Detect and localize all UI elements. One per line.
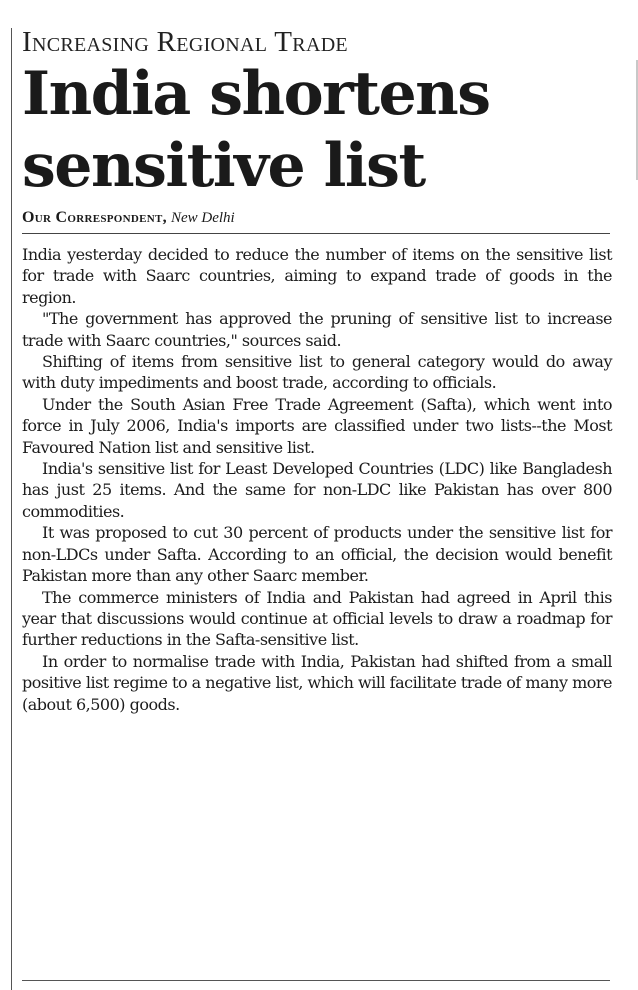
article-paragraph: Under the South Asian Free Trade Agreement (Safta), which went into force in July 2006, India's imports are classified under two lists--the Most Favoured Nation list and sensitive list. [22, 394, 612, 457]
headline-divider [22, 233, 610, 234]
byline-location: New Delhi [170, 210, 235, 226]
article-kicker: Increasing Regional Trade [22, 26, 348, 58]
article-paragraph: In order to normalise trade with India, Pakistan had shifted from a small positive list regime to a negative list, which will facilitate trade of many more (about 6,500) goods. [22, 651, 612, 714]
byline-author: Our Correspondent, [22, 209, 167, 226]
article-byline [22, 208, 612, 228]
article-paragraph: It was proposed to cut 30 percent of products under the sensitive list for non-LDCs under Safta. According to an official, the decision would benefit Pakistan more than any other Saarc member. [22, 523, 612, 586]
article-paragraph: India's sensitive list for Least Developed Countries (LDC) like Bangladesh has just 25 items. And the same for non-LDC like Pakistan has over 800 commodities. [22, 459, 612, 521]
article-body [22, 244, 612, 715]
column-divider [11, 28, 12, 990]
article-paragraph: The commerce ministers of India and Pakistan had agreed in April this year that discussions would continue at official levels to draw a roadmap for further reductions in the Safta-sensitive list. [22, 587, 612, 650]
article-headline: India shortens sensitive list [22, 59, 490, 201]
article-paragraph: Shifting of items from sensitive list to general category would do away with duty impediments and boost trade, according to officials. [22, 352, 612, 393]
footer-divider [22, 980, 610, 981]
news-article [22, 26, 612, 715]
article-paragraph: India yesterday decided to reduce the number of items on the sensitive list for trade with Saarc countries, aiming to expand trade of goods in the region. [22, 245, 612, 307]
article-paragraph: "The government has approved the pruning of sensitive list to increase trade with Saarc countries," sources said. [22, 309, 612, 350]
